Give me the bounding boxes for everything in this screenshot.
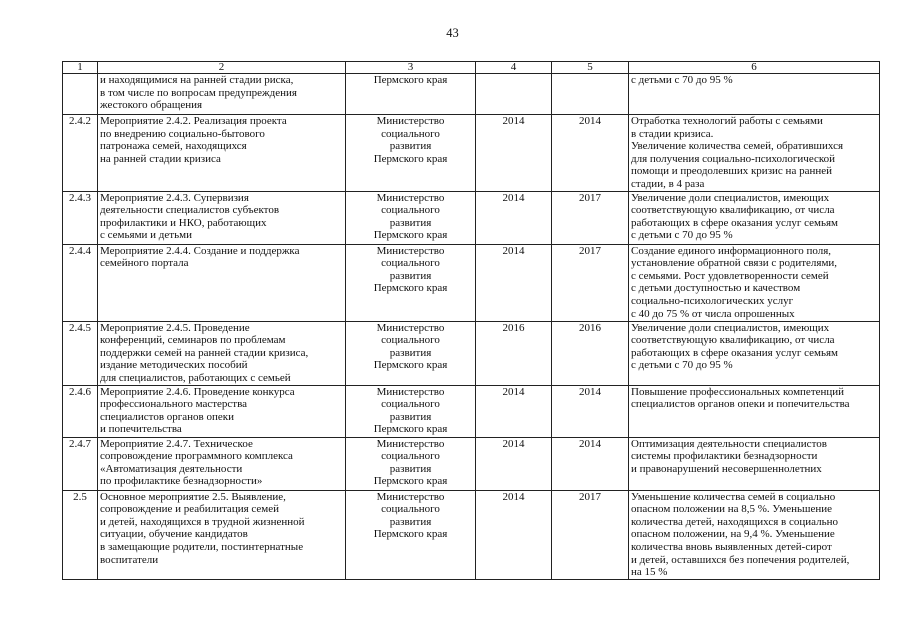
result-cell: Уменьшение количества семей в социально опасном положении на 8,5 %. Уменьшение количества детей, находящихся в социально опасном положении, на 9,4 %. Уменьшение количества вновь выявленных детей-сирот и детей, оставшихся без попечения родителей, на 15 % (629, 490, 880, 579)
end-year-cell: 2014 (552, 115, 629, 192)
result-cell: Отработка технологий работы с семьями в стадии кризиса. Увеличение количества семей, обратившихся для получения социально-психологической помощи и преодолевших кризис на ранней стадии, в 4 раза (629, 115, 880, 192)
activity-cell: Мероприятие 2.4.4. Создание и поддержка семейного портала (98, 244, 346, 321)
table-row (63, 191, 880, 244)
activity-cell: Мероприятие 2.4.2. Реализация проекта по внедрению социально-бытового патронажа семей, находящихся на ранней стадии кризиса (98, 115, 346, 192)
executor-cell: Министерство социального развития Пермского края (346, 490, 476, 579)
executor-cell: Министерство социального развития Пермского края (346, 385, 476, 437)
result-cell: Увеличение доли специалистов, имеющих соответствующую квалификацию, от числа работающих в сфере оказания услуг семьям с детьми с 70 до 95 % (629, 191, 880, 244)
start-year-cell: 2014 (476, 385, 552, 437)
activity-cell: Мероприятие 2.4.7. Техническое сопровождение программного комплекса «Автоматизация деятельности по профилактике безнадзорности» (98, 437, 346, 490)
activity-cell: Мероприятие 2.4.6. Проведение конкурса профессионального мастерства специалистов органов опеки и попечительства (98, 385, 346, 437)
measures-table (62, 61, 880, 580)
activity-cell: и находящимися на ранней стадии риска, в том числе по вопросам предупреждения жестокого обращения (98, 74, 346, 115)
end-year-cell: 2014 (552, 385, 629, 437)
result-cell: Оптимизация деятельности специалистов системы профилактики безнадзорности и правонарушений несовершеннолетних (629, 437, 880, 490)
row-number: 2.5 (63, 490, 98, 579)
table-row (63, 74, 880, 115)
table-row (63, 321, 880, 385)
activity-cell: Мероприятие 2.4.3. Супервизия деятельности специалистов субъектов профилактики и НКО, работающих с семьями и детьми (98, 191, 346, 244)
column-header: 3 (346, 62, 476, 74)
table-row (63, 437, 880, 490)
start-year-cell: 2014 (476, 244, 552, 321)
end-year-cell: 2017 (552, 244, 629, 321)
table-row (63, 115, 880, 192)
activity-cell: Основное мероприятие 2.5. Выявление, сопровождение и реабилитация семей и детей, находящихся в трудной жизненной ситуации, обучение кандидатов в замещающие родители, постинтернатные воспитатели (98, 490, 346, 579)
table-row (63, 385, 880, 437)
column-header: 6 (629, 62, 880, 74)
executor-cell: Министерство социального развития Пермского края (346, 191, 476, 244)
result-cell: с детьми с 70 до 95 % (629, 74, 880, 115)
row-number: 2.4.7 (63, 437, 98, 490)
row-number: 2.4.2 (63, 115, 98, 192)
end-year-cell: 2017 (552, 490, 629, 579)
end-year-cell: 2014 (552, 437, 629, 490)
result-cell: Увеличение доли специалистов, имеющих соответствующую квалификацию, от числа работающих в сфере оказания услуг семьям с детьми с 70 до 95 % (629, 321, 880, 385)
column-header: 1 (63, 62, 98, 74)
start-year-cell: 2014 (476, 115, 552, 192)
executor-cell: Министерство социального развития Пермского края (346, 244, 476, 321)
row-number: 2.4.5 (63, 321, 98, 385)
table-row (63, 244, 880, 321)
column-header: 4 (476, 62, 552, 74)
executor-cell: Министерство социального развития Пермского края (346, 321, 476, 385)
result-cell: Создание единого информационного поля, установление обратной связи с родителями, с семьями. Рост удовлетворенности семей с детьми доступностью и качеством социально-психологических услуг с 40 до 75 % от числа опрошенных (629, 244, 880, 321)
start-year-cell: 2014 (476, 437, 552, 490)
table-row (63, 490, 880, 579)
row-number: 2.4.3 (63, 191, 98, 244)
row-number: 2.4.6 (63, 385, 98, 437)
end-year-cell: 2017 (552, 191, 629, 244)
start-year-cell: 2016 (476, 321, 552, 385)
start-year-cell: 2014 (476, 490, 552, 579)
page-number: 43 (446, 26, 459, 40)
column-header: 2 (98, 62, 346, 74)
start-year-cell: 2014 (476, 191, 552, 244)
end-year-cell (552, 74, 629, 115)
activity-cell: Мероприятие 2.4.5. Проведение конференций, семинаров по проблемам поддержки семей на ранней стадии кризиса, издание методических пособий для специалистов, работающих с семьей (98, 321, 346, 385)
executor-cell: Пермского края (346, 74, 476, 115)
header-row (63, 62, 880, 74)
row-number (63, 74, 98, 115)
executor-cell: Министерство социального развития Пермского края (346, 437, 476, 490)
row-number: 2.4.4 (63, 244, 98, 321)
executor-cell: Министерство социального развития Пермского края (346, 115, 476, 192)
column-header: 5 (552, 62, 629, 74)
end-year-cell: 2016 (552, 321, 629, 385)
result-cell: Повышение профессиональных компетенций специалистов органов опеки и попечительства (629, 385, 880, 437)
start-year-cell (476, 74, 552, 115)
